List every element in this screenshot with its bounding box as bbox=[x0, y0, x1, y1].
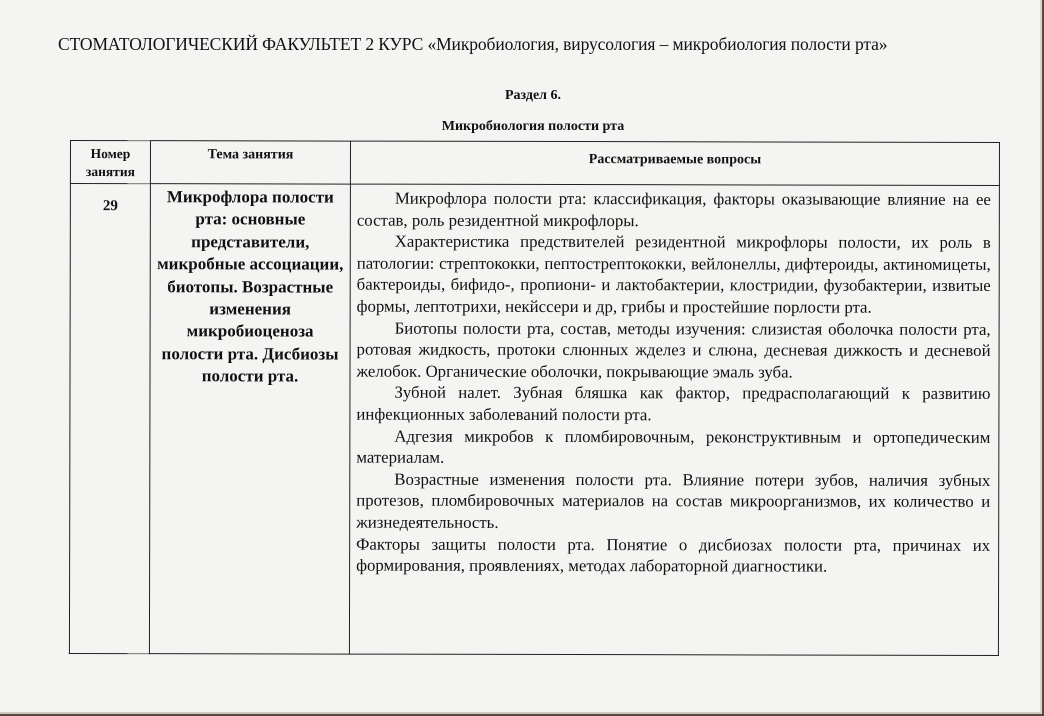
lesson-questions bbox=[349, 184, 999, 655]
column-header-number: Номер занятия bbox=[70, 141, 150, 184]
section-title: Микробиология полости рта bbox=[441, 119, 625, 134]
question-paragraph: Адгезия микробов к пломбировочным, реконструктивным и ортопедическим материалам. bbox=[356, 426, 991, 467]
question-paragraph: Возрастные изменения полости рта. Влияние потери зубов, наличия зубных протезов, пломбировочных материалов на состав микроорганизмов, их количество и жизнедеятельность. bbox=[356, 469, 991, 532]
table-row bbox=[69, 184, 999, 656]
table-header-row bbox=[70, 141, 999, 186]
lesson-number: 29 bbox=[69, 184, 150, 654]
lesson-topic: Микрофлора полости рта: основные представители, микробные ассоциации, биотопы. Возрастные изменения микробиоценоза полости рта. Дисбиозы полости рта. bbox=[149, 184, 350, 654]
section-number: Раздел 6. bbox=[504, 88, 562, 103]
curriculum-table bbox=[69, 140, 1000, 664]
document-header: СТОМАТОЛОГИЧЕСКИЙ ФАКУЛЬТЕТ 2 КУРС «Микробиология, вирусология – микробиология полости рта» bbox=[58, 34, 888, 54]
column-header-questions: Рассматриваемые вопросы bbox=[350, 141, 999, 185]
question-paragraph: Факторы защиты полости рта. Понятие о дисбиозах полости рта, причинах их формирования, проявлениях, методах лабораторной диагностики. bbox=[356, 534, 991, 576]
column-header-topic: Тема занятия bbox=[150, 141, 350, 184]
question-paragraph: Характеристика предствителей резидентной микрофлоры полости, их роль в патологии: стрептококки, пептострептококки, вейлонеллы, дифтероиды, актиномицеты, бактероиды, бифидо-, пропиони- и лактобактерии, клостридии, фузобактерии, извитые формы, лептотрихи, некйссери и др, грибы и простейшие порлости рта. bbox=[356, 231, 991, 317]
question-paragraph: Зубной налет. Зубная бляшка как фактор, предрасполагающий к развитию инфекционных заболеваний полости рта. bbox=[356, 383, 991, 425]
question-paragraph: Микрофлора полости рта: классификация, факторы оказывающие влияние на ее состав, роль резидентной микрофлоры. bbox=[356, 188, 991, 230]
question-paragraph: Биотопы полости рта, состав, методы изучения: слизистая оболочка полости рта, ротовая жидкость, протоки слюнных жделез и слюна, десневая дижкость и десневой желобок. Органические оболочки, покрывающие эмаль зуба. bbox=[356, 318, 991, 382]
